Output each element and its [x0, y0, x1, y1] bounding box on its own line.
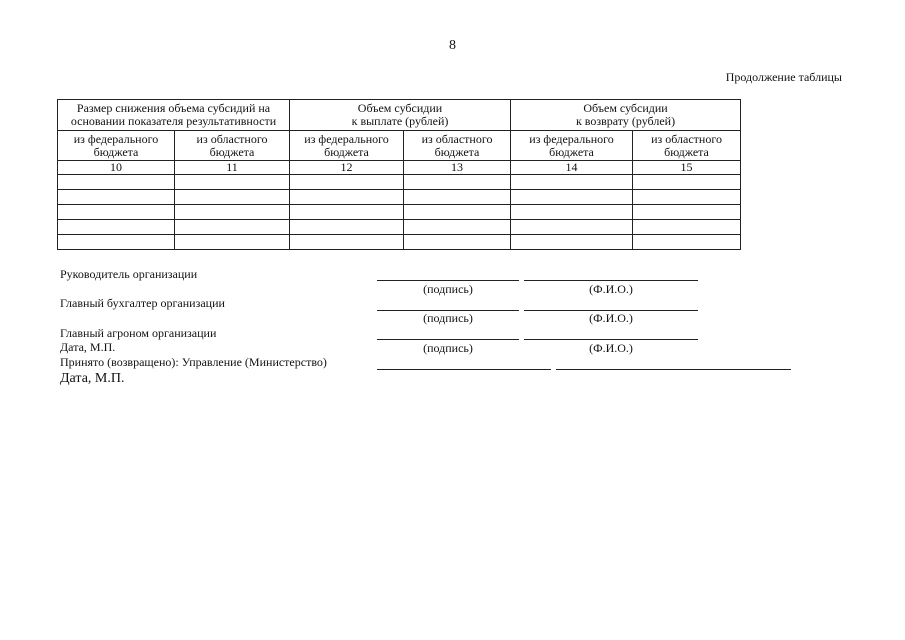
subsidy-table: [57, 99, 741, 250]
table-cell[interactable]: [175, 190, 290, 205]
table-cell[interactable]: [290, 220, 404, 235]
table-cell[interactable]: [511, 205, 633, 220]
name-caption: (Ф.И.О.): [589, 311, 633, 325]
head-name-line[interactable]: [524, 280, 698, 281]
group-header-payment: Объем субсидии к выплате (рублей): [290, 100, 511, 131]
table-cell[interactable]: [175, 235, 290, 250]
table-cell[interactable]: [633, 205, 741, 220]
accepted-signature-line[interactable]: [377, 369, 551, 370]
table-cell[interactable]: [404, 235, 511, 250]
table-row: [58, 220, 741, 235]
table-cell[interactable]: [511, 175, 633, 190]
table-cell[interactable]: [175, 175, 290, 190]
agronomist-signature-line[interactable]: [377, 339, 519, 340]
table-row: [58, 235, 741, 250]
name-caption: (Ф.И.О.): [589, 341, 633, 355]
group-header-return: Объем субсидии к возврату (рублей): [511, 100, 741, 131]
group-header-reduction: Размер снижения объема субсидий на основании показателя результативности: [58, 100, 290, 131]
agronomist-name-line[interactable]: [524, 339, 698, 340]
signature-caption: (подпись): [423, 341, 473, 355]
accepted-by-label: Принято (возвращено): Управление (Министерство): [60, 355, 327, 369]
table-cell[interactable]: [404, 205, 511, 220]
table-cell[interactable]: [511, 235, 633, 250]
table-cell[interactable]: [511, 190, 633, 205]
head-of-organization-label: Руководитель организации: [60, 267, 198, 281]
chief-accountant-label: Главный бухгалтер организации: [60, 296, 225, 310]
table-cell[interactable]: [175, 220, 290, 235]
page-number: 8: [449, 38, 456, 53]
head-signature-line[interactable]: [377, 280, 519, 281]
table-cell[interactable]: [58, 235, 175, 250]
table-cell[interactable]: [290, 235, 404, 250]
subheader-federal: из федерального бюджета: [511, 131, 633, 161]
table-cell[interactable]: [633, 190, 741, 205]
final-date-stamp-label: Дата, М.П.: [60, 371, 125, 386]
table-cell[interactable]: [58, 175, 175, 190]
column-number: 12: [290, 161, 404, 175]
table-continuation-note: Продолжение таблицы: [725, 70, 842, 84]
table-row: [58, 175, 741, 190]
subheader-regional: из областного бюджета: [633, 131, 741, 161]
name-caption: (Ф.И.О.): [589, 282, 633, 296]
subheader-federal: из федерального бюджета: [290, 131, 404, 161]
column-number: 10: [58, 161, 175, 175]
table-row: [58, 205, 741, 220]
subheader-regional: из областного бюджета: [175, 131, 290, 161]
column-number-row: [58, 161, 741, 175]
subheader-federal: из федерального бюджета: [58, 131, 175, 161]
table-cell[interactable]: [511, 220, 633, 235]
subheader-row: [58, 131, 741, 161]
table-cell[interactable]: [58, 220, 175, 235]
table-cell[interactable]: [404, 220, 511, 235]
signature-caption: (подпись): [423, 282, 473, 296]
column-number: 15: [633, 161, 741, 175]
table-row: [58, 190, 741, 205]
table-cell[interactable]: [404, 190, 511, 205]
table-cell[interactable]: [404, 175, 511, 190]
table-cell[interactable]: [290, 205, 404, 220]
chief-agronomist-label: Главный агроном организации: [60, 326, 217, 340]
table-cell[interactable]: [290, 175, 404, 190]
group-header-row: [58, 100, 741, 131]
table-cell[interactable]: [633, 175, 741, 190]
signature-caption: (подпись): [423, 311, 473, 325]
subheader-regional: из областного бюджета: [404, 131, 511, 161]
column-number: 13: [404, 161, 511, 175]
column-number: 14: [511, 161, 633, 175]
table-cell[interactable]: [58, 190, 175, 205]
table-cell[interactable]: [58, 205, 175, 220]
table-cell[interactable]: [290, 190, 404, 205]
table-cell[interactable]: [175, 205, 290, 220]
accepted-name-line[interactable]: [556, 369, 791, 370]
table-cell[interactable]: [633, 220, 741, 235]
column-number: 11: [175, 161, 290, 175]
date-stamp-label: Дата, М.П.: [60, 340, 116, 354]
table-cell[interactable]: [633, 235, 741, 250]
